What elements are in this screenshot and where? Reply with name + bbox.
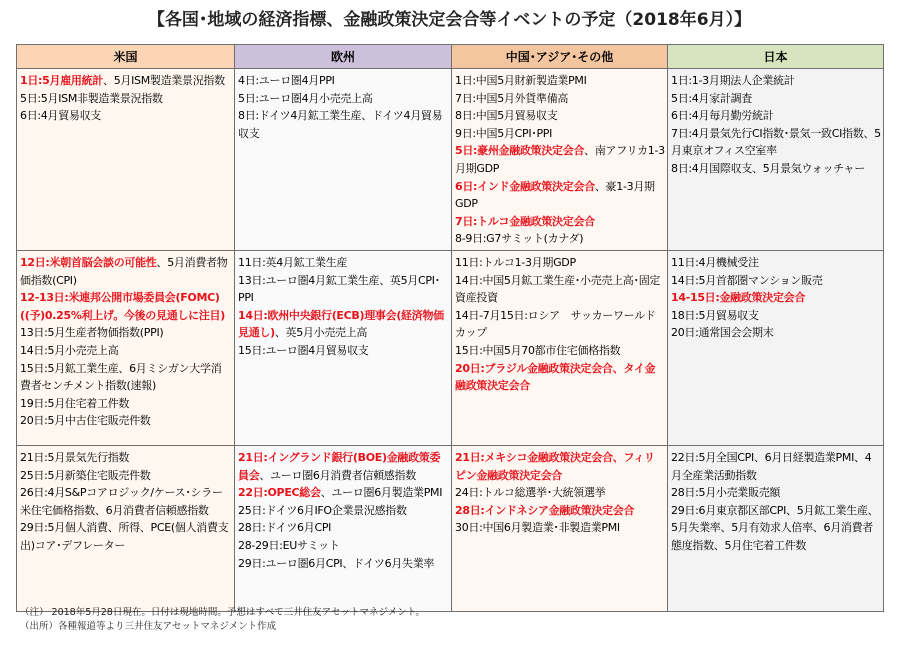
event-text: 1日:中国5月財新製造業PMI xyxy=(455,74,587,87)
event-text: 15日:ユーロ圏4月貿易収支 xyxy=(238,343,369,357)
event-highlight-text: 20日:ブラジル金融政策決定会合、タイ金融政策決定会合 xyxy=(455,361,656,393)
event-highlight-text: 22日:OPEC総会 xyxy=(238,486,321,500)
event-highlight-text: 12日:米朝首脳会談の可能性 xyxy=(20,255,157,269)
event-item xyxy=(671,107,881,125)
event-item xyxy=(671,307,881,325)
column-header-asia-other: 中国･アジア･その他 xyxy=(452,45,668,69)
event-text: 11日:4月機械受注 xyxy=(671,255,759,269)
event-highlight-text: 21日:メキシコ金融政策決定会合、フィリピン金融政策決定会合 xyxy=(455,450,655,482)
event-highlight-text: 5日:豪州金融政策決定会合 xyxy=(455,144,585,158)
event-item xyxy=(20,484,232,519)
event-text: 14日:5月小売売上高 xyxy=(20,343,119,357)
event-text: 24日:トルコ総選挙･大統領選挙 xyxy=(455,486,606,500)
event-item xyxy=(238,254,449,272)
event-item xyxy=(671,125,881,160)
event-text: 29日:6月東京都区部CPI、5月鉱工業生産、5月失業率、5月有効求人倍率、6月消費者態度指数、5月住宅着工件数 xyxy=(671,503,879,552)
event-item xyxy=(455,142,665,177)
event-text: 19日:5月住宅着工件数 xyxy=(20,396,130,410)
event-text: 15日:5月鉱工業生産、6月ミシガン大学消費者センチメント指数(速報) xyxy=(20,361,222,393)
event-item xyxy=(455,213,665,231)
event-item xyxy=(238,502,449,520)
cell-us xyxy=(17,69,235,251)
event-text: 6日:4月貿易収支 xyxy=(20,109,102,123)
footnotes xyxy=(20,606,425,634)
event-highlight-text: 21日:イングランド銀行(BOE)金融政策委員会 xyxy=(238,450,441,482)
event-text: 21日:5月景気先行指数 xyxy=(20,450,130,464)
event-item xyxy=(238,449,449,484)
event-item xyxy=(238,484,449,502)
table-row xyxy=(17,69,884,251)
event-text: 11日:英4月鉱工業生産 xyxy=(238,255,348,269)
event-item xyxy=(671,324,881,342)
footnote-source: （出所）各種報道等より三井住友アセットマネジメント作成 xyxy=(20,621,277,632)
event-item xyxy=(20,107,232,125)
event-text: 25日:5月新築住宅販売件数 xyxy=(20,468,151,482)
event-item xyxy=(455,254,665,272)
event-item xyxy=(238,537,449,555)
event-item xyxy=(20,289,232,324)
event-highlight-text: 14-15日:金融政策決定会合 xyxy=(671,291,806,305)
event-highlight-text: 7日:トルコ金融政策決定会合 xyxy=(455,214,595,228)
event-item xyxy=(671,449,881,484)
event-item xyxy=(238,90,449,108)
event-text: 5日:5月ISM非製造業景況指数 xyxy=(20,91,163,105)
event-item xyxy=(455,72,665,90)
event-item xyxy=(455,107,665,125)
event-text: 1日:1-3月期法人企業統計 xyxy=(671,74,795,87)
event-item xyxy=(455,360,665,395)
cell-europe xyxy=(235,250,452,445)
event-item xyxy=(455,519,665,537)
event-item xyxy=(20,467,232,485)
event-item xyxy=(455,449,665,484)
event-text: 、ユーロ圏6月製造業PMI xyxy=(320,486,443,500)
column-header-japan: 日本 xyxy=(668,45,884,69)
event-item xyxy=(20,449,232,467)
header-row xyxy=(17,45,884,69)
event-item xyxy=(455,484,665,502)
cell-japan xyxy=(668,69,884,251)
event-item xyxy=(455,342,665,360)
footnote-note: （注） 2018年5月28日現在。日付は現地時間。予想はすべて三井住友アセットマネジメント。 xyxy=(20,607,425,618)
event-text: 9日:中国5月CPI･PPI xyxy=(455,126,553,140)
event-text: 、5月消費者物価指数(CPI) xyxy=(20,255,228,287)
event-text: 20日:5月中古住宅販売件数 xyxy=(20,414,151,428)
event-item xyxy=(20,254,232,289)
event-text: 25日:ドイツ6月IFO企業景況感指数 xyxy=(238,503,407,517)
event-item xyxy=(671,484,881,502)
event-text: 14日-7月15日:ロシア サッカーワールドカップ xyxy=(455,308,656,340)
event-text: 4日:ユーロ圏4月PPI xyxy=(238,74,335,87)
event-highlight-text: 28日:インドネシア金融政策決定会合 xyxy=(455,503,635,517)
event-text: 7日:中国5月外貨準備高 xyxy=(455,91,569,105)
cell-japan xyxy=(668,250,884,445)
event-text: 8日:ドイツ4月鉱工業生産、ドイツ4月貿易収支 xyxy=(238,109,443,140)
event-item xyxy=(20,90,232,108)
cell-us xyxy=(17,250,235,445)
cell-japan xyxy=(668,445,884,611)
event-item xyxy=(671,72,881,90)
event-item xyxy=(671,272,881,290)
event-text: 13日:ユーロ圏4月鉱工業生産、英5月CPI･PPI xyxy=(238,273,440,305)
event-highlight-text: 12-13日:米連邦公開市場委員会(FOMC)((予)0.25%利上げ。今後の見通しに注目) xyxy=(20,291,225,322)
event-item xyxy=(20,72,232,90)
event-text: 7日:4月景気先行CI指数･景気一致CI指数、5月東京オフィス空室率 xyxy=(671,126,881,158)
event-text: 8日:4月国際収支、5月景気ウォッチャー xyxy=(671,161,865,175)
event-text: 22日:5月全国CPI、6月日経製造業PMI、4月全産業活動指数 xyxy=(671,450,872,482)
event-item xyxy=(671,160,881,178)
event-item xyxy=(238,555,449,573)
event-text: 、南アフリカ1-3月期GDP xyxy=(455,144,665,175)
event-highlight-text: 6日:インド金融政策決定会合 xyxy=(455,179,595,193)
event-calendar-table xyxy=(16,44,884,612)
event-text: 5日:4月家計調査 xyxy=(671,91,753,105)
cell-asia-other xyxy=(452,250,668,445)
event-text: 14日:中国5月鉱工業生産･小売売上高･固定資産投資 xyxy=(455,273,661,305)
event-item xyxy=(455,178,665,213)
event-item xyxy=(238,107,449,142)
event-text: 26日:4月S&Pコアロジック/ケース･シラー米住宅価格指数、6月消費者信頼感指数 xyxy=(20,486,223,517)
event-item xyxy=(20,395,232,413)
event-text: 8-9日:G7サミット(カナダ) xyxy=(455,232,584,246)
event-text: 、ユーロ圏6月消費者信頼感指数 xyxy=(259,468,416,482)
event-item xyxy=(238,272,449,307)
event-text: 29日:ユーロ圏6月CPI、ドイツ6月失業率 xyxy=(238,556,435,570)
event-text: 、英5月小売売上高 xyxy=(274,326,368,340)
event-text: 18日:5月貿易収支 xyxy=(671,308,759,322)
event-item xyxy=(671,254,881,272)
cell-europe xyxy=(235,69,452,251)
page-title: 【各国･地域の経済指標、金融政策決定会合等イベントの予定（2018年6月）】 xyxy=(147,10,752,30)
event-item xyxy=(455,502,665,520)
event-text: 30日:中国6月製造業･非製造業PMI xyxy=(455,521,620,535)
table-row xyxy=(17,445,884,611)
event-text: 14日:5月首都圏マンション販売 xyxy=(671,273,823,287)
event-text: 、豪1-3月期GDP xyxy=(455,179,655,211)
event-text: 11日:トルコ1-3月期GDP xyxy=(455,255,576,269)
cell-asia-other xyxy=(452,445,668,611)
event-text: 20日:通常国会会期末 xyxy=(671,326,774,340)
event-item xyxy=(20,412,232,430)
event-item xyxy=(238,307,449,342)
cell-us xyxy=(17,445,235,611)
event-item xyxy=(20,342,232,360)
cell-europe xyxy=(235,445,452,611)
event-item xyxy=(671,289,881,307)
event-item xyxy=(238,72,449,90)
event-highlight-text: 1日:5月雇用統計 xyxy=(20,74,104,87)
event-item xyxy=(20,360,232,395)
event-item xyxy=(238,342,449,360)
event-item xyxy=(20,519,232,554)
event-item xyxy=(455,90,665,108)
event-text: 28日:ドイツ6月CPI xyxy=(238,521,332,535)
event-item xyxy=(455,230,665,248)
event-text: 8日:中国5月貿易収支 xyxy=(455,109,558,123)
event-text: 28日:5月小売業販売額 xyxy=(671,486,781,500)
event-item xyxy=(20,324,232,342)
table-row xyxy=(17,250,884,445)
event-text: 、5月ISM製造業景況指数 xyxy=(103,74,225,87)
event-text: 13日:5月生産者物価指数(PPI) xyxy=(20,326,164,340)
event-item xyxy=(671,90,881,108)
event-item xyxy=(455,125,665,143)
event-item xyxy=(238,519,449,537)
column-header-us: 米国 xyxy=(17,45,235,69)
column-header-europe: 欧州 xyxy=(235,45,452,69)
cell-asia-other xyxy=(452,69,668,251)
event-text: 28-29日:EUサミット xyxy=(238,538,340,552)
event-text: 29日:5月個人消費、所得、PCE(個人消費支出)コア･デフレーター xyxy=(20,521,229,552)
event-item xyxy=(455,307,665,342)
event-item xyxy=(671,502,881,555)
event-text: 5日:ユーロ圏4月小売売上高 xyxy=(238,91,373,105)
event-item xyxy=(455,272,665,307)
event-text: 6日:4月毎月勤労統計 xyxy=(671,109,774,123)
event-highlight-text: 14日:欧州中央銀行(ECB)理事会(経済物価見通し) xyxy=(238,308,444,340)
event-text: 15日:中国5月70都市住宅価格指数 xyxy=(455,343,621,357)
